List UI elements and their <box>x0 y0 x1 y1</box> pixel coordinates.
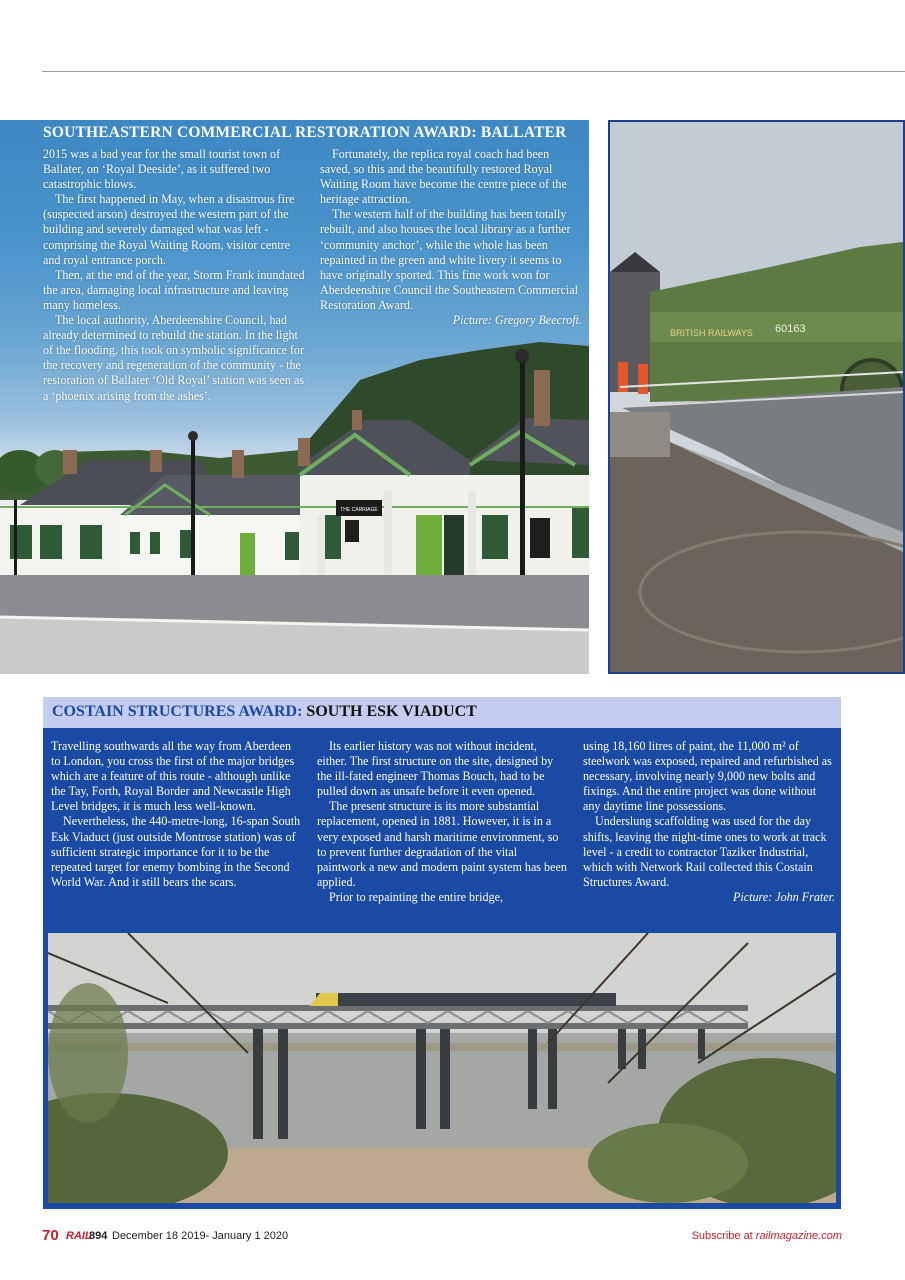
costain-paragraph: Its earlier history was not without incident, either. The first structure on the site, designed by the ill-fated engineer Thomas Bouch, had to be pulled down as unsafe before it even opened. <box>317 739 554 799</box>
ballater-photo-credit: Picture: Gregory Beecroft. <box>452 313 582 328</box>
issue-number: 894 <box>89 1230 108 1242</box>
page-footer <box>42 1227 842 1247</box>
ballater-paragraph: Then, at the end of the year, Storm Frank inundated the area, damaging local infrastructure and leaving many homeless. <box>43 267 305 312</box>
costain-paragraph: using 18,160 litres of paint, the 11,000 m² of steelwork was exposed, repaired and refurbished as necessary, involving nearly 9,000 new bolts and fixings. And the entire project was done without any daytime line possessions. <box>583 739 832 814</box>
costain-heading-award: COSTAIN STRUCTURES AWARD: <box>52 703 303 720</box>
costain-column-3 <box>583 739 835 905</box>
station-sign-text: THE CARRIAGE <box>340 507 378 513</box>
costain-paragraph: Prior to repainting the entire bridge, <box>329 889 503 904</box>
ballater-paragraph: Fortunately, the replica royal coach had been saved, so this and the beautifully restored Royal Waiting Room have become the centre piece of the heritage attraction. <box>320 147 567 207</box>
costain-heading-location: SOUTH ESK VIADUCT <box>306 703 477 720</box>
issue-date: December 18 2019- January 1 2020 <box>112 1230 289 1242</box>
ballater-paragraph: The local authority, Aberdeenshire Council, had already determined to rebuild the station. In the light of the flooding, this took on symbolic significance for the recovery and regeneration of the community - the restoration of Ballater ‘Old Royal’ station was seen as a ‘phoenix arising from the ashes’. <box>43 313 305 403</box>
loco-number: 60163 <box>775 323 806 335</box>
magazine-name: RAIL <box>66 1230 92 1242</box>
ballater-feature <box>0 120 589 674</box>
costain-paragraph: Travelling southwards all the way from Aberdeen to London, you cross the first of the major bridges which are a feature of this route - although unlike the Tay, Forth, Royal Border and Newcastle High Level bridges, it is much less well-known. <box>51 739 295 814</box>
viaduct-scene <box>48 933 836 1203</box>
loco-lettering: BRITISH RAILWAYS <box>670 328 753 338</box>
top-rule <box>42 71 905 72</box>
ballater-heading-award: SOUTHEASTERN COMMERCIAL RESTORATION AWARD: <box>43 124 477 141</box>
costain-feature <box>43 697 841 1209</box>
ballater-paragraph: The first happened in May, when a disastrous fire (suspected arson) destroyed the western part of the building and severely damaged what was left - comprising the Royal Waiting Room, visitor centre and royal entrance porch. <box>43 192 295 267</box>
costain-paragraph: The present structure is its more substantial replacement, opened in 1881. However, it is in a very exposed and harsh maritime environment, so to prevent further degradation of the vital paintwork a new and modern paint system has been applied. <box>317 799 567 889</box>
costain-column-1 <box>51 739 303 890</box>
costain-heading <box>52 703 477 721</box>
page-number: 70 <box>42 1227 59 1244</box>
subscribe-link[interactable] <box>692 1230 842 1242</box>
costain-paragraph: Nevertheless, the 440-metre-long, 16-span South Esk Viaduct (just outside Montrose station) was of sufficient strategic importance for it to be the repeated target for enemy bombing in the Second World War. And it still bears the scars. <box>51 814 301 889</box>
ballater-heading <box>43 124 567 142</box>
ballater-heading-location: BALLATER <box>480 124 567 141</box>
ballater-column-1 <box>43 147 305 404</box>
costain-paragraph: Underslung scaffolding was used for the day shifts, leaving the night-time ones to work at track level - a credit to contractor Taziker Industrial, which with Network Rail collected this Costain Structures Award. <box>583 814 827 889</box>
costain-header-band <box>43 697 841 728</box>
subscribe-prefix: Subscribe at <box>691 1230 756 1242</box>
costain-photo-credit: Picture: John Frater. <box>733 889 835 904</box>
costain-column-2 <box>317 739 569 905</box>
turntable-locomotive-photo <box>608 120 905 674</box>
turntable-scene <box>610 122 903 672</box>
ballater-paragraph: The western half of the building has been totally rebuilt, and also houses the local library as a further ‘community anchor’, while the whole has been repainted in the green and white livery it seems to have originally sported. This fine work won for Aberdeenshire Council the Southeastern Commercial Restoration Award. <box>320 207 578 312</box>
subscribe-site: railmagazine.com <box>755 1230 842 1242</box>
viaduct-photo <box>48 933 836 1203</box>
ballater-column-2 <box>320 147 582 328</box>
ballater-paragraph: 2015 was a bad year for the small tourist town of Ballater, on ‘Royal Deeside’, as it suffered two catastrophic blows. <box>43 147 281 192</box>
